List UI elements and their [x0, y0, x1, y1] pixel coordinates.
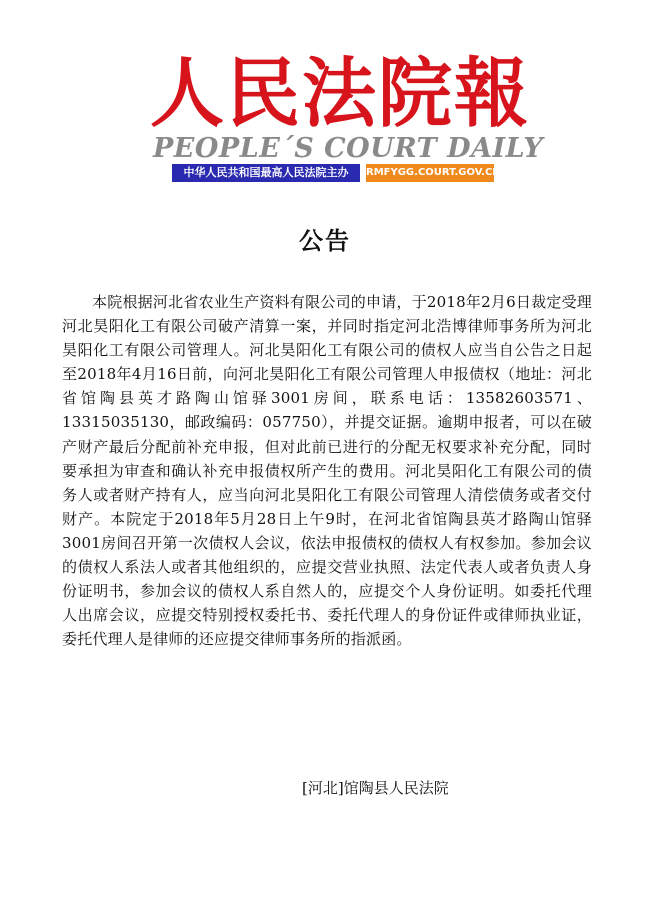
court-signature: [河北]馆陶县人民法院: [302, 779, 449, 797]
masthead-sponsor: 中华人民共和国最高人民法院主办: [172, 164, 360, 182]
masthead-website: RMFYGG.COURT.GOV.CN: [366, 164, 494, 182]
notice-body: 本院根据河北省农业生产资料有限公司的申请，于2018年2月6日裁定受理河北昊阳化工有限公司破产清算一案，并同时指定河北浩博律师事务所为河北昊阳化工有限公司管理人。河北昊阳化工有限公司的债权人应当自公告之日起至2018年4月16日前，向河北昊阳化工有限公司管理人申报债权（地址：河北省馆陶县英才路陶山馆驿3001房间，联系电话：13582603571、13315035130，邮政编码：057750），并提交证据。逾期申报者，可以在破产财产最后分配前补充申报，但对此前已进行的分配无权要求补充分配，同时要承担为审查和确认补充申报债权所产生的费用。河北昊阳化工有限公司的债务人或者财产持有人，应当向河北昊阳化工有限公司管理人清偿债务或者交付财产。本院定于2018年5月28日上午9时，在河北省馆陶县英才路陶山馆驿3001房间召开第一次债权人会议，依法申报债权的债权人有权参加。参加会议的债权人系法人或者其他组织的，应提交营业执照、法定代表人或者负责人身份证明书，参加会议的债权人系自然人的，应提交个人身份证明。如委托代理人出席会议，应提交特别授权委托书、委托代理人的身份证件或律师执业证，委托代理人是律师的还应提交律师事务所的指派函。: [62, 293, 592, 649]
masthead-subtitle-bars: [172, 164, 500, 182]
masthead-chinese-title: 人民法院報: [150, 50, 530, 138]
newspaper-masthead: [150, 50, 544, 182]
masthead-english-title: PEOPLE´S COURT DAILY: [153, 133, 544, 164]
notice-title: 公告: [299, 227, 351, 255]
